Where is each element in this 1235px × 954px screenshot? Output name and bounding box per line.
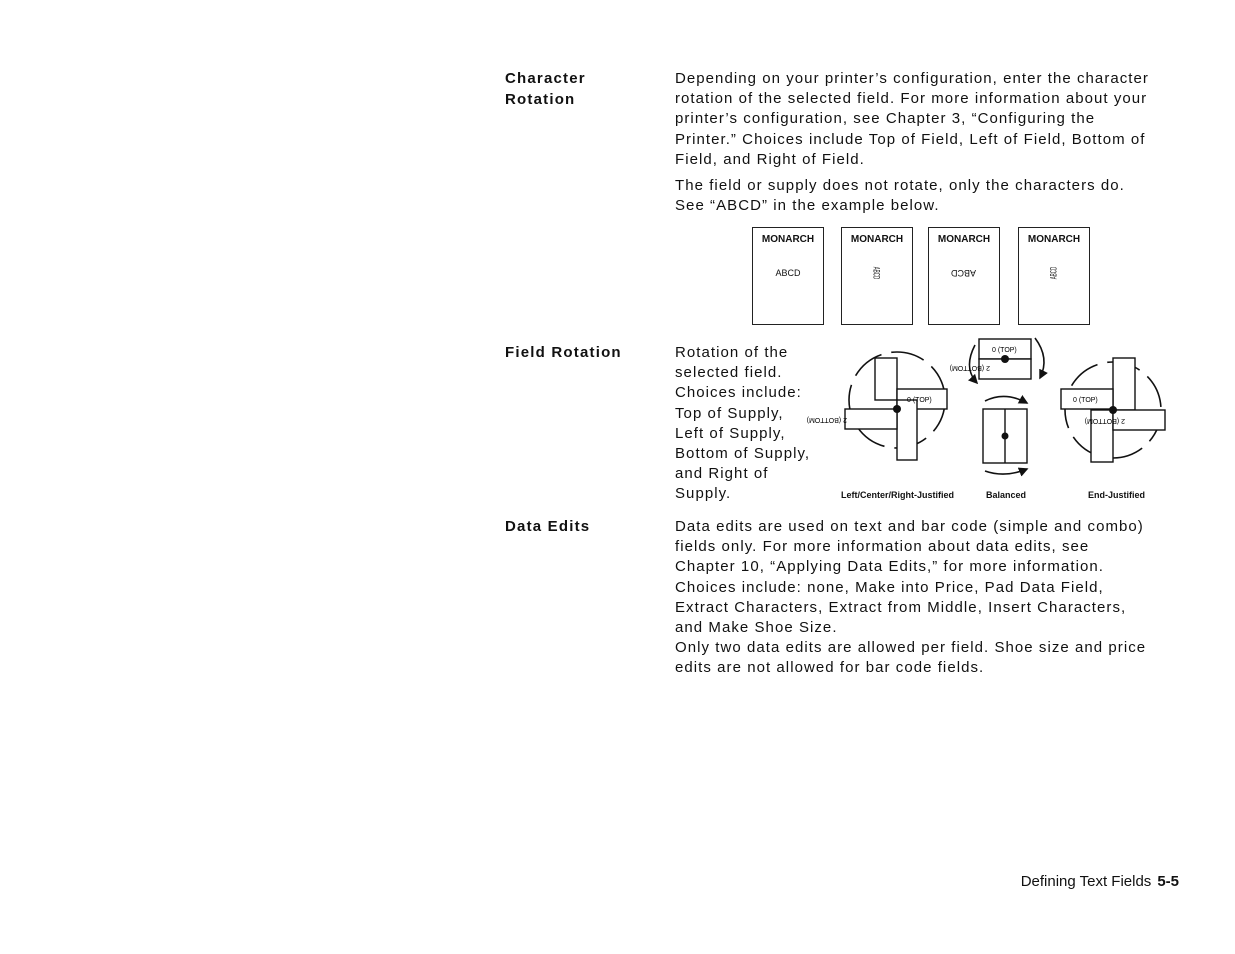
card-sample: ABCD: [1048, 266, 1059, 280]
desc-line: Top of Supply,: [675, 404, 784, 422]
rotation-card-left: [841, 227, 913, 325]
note-line: See “ABCD” in the example below.: [675, 197, 940, 215]
desc-line: printer’s configuration, see Chapter 3, “Configuring the: [675, 110, 1096, 128]
desc-character-rotation: [675, 69, 1185, 216]
desc-line: Printer.” Choices include Top of Field, Left of Field, Bottom of: [675, 130, 1146, 148]
desc-line: and Make Shoe Size.: [675, 619, 838, 637]
desc-line: Data edits are used on text and bar code (simple and combo): [675, 518, 1144, 535]
term-line: Rotation: [505, 90, 576, 108]
card-brand: MONARCH: [1027, 234, 1081, 245]
desc-line: selected field.: [675, 364, 783, 382]
desc-line: Left of Supply,: [675, 424, 786, 442]
desc-line: fields only. For more information about data edits, see: [675, 538, 1090, 556]
desc-line: Field, and Right of Field.: [675, 150, 865, 168]
svg-text:2 (BOTTOM): 2 (BOTTOM): [949, 364, 990, 371]
rotation-card-right: [1018, 227, 1090, 325]
diagram-end-justified: [1061, 358, 1165, 462]
desc-line: edits are not allowed for bar code fields.: [675, 659, 985, 677]
page-footer: [1021, 873, 1179, 890]
desc-line: Depending on your printer’s configuration, enter the character: [675, 70, 1149, 87]
desc-line: Bottom of Supply,: [675, 445, 811, 463]
box-top-label: 0 (TOP): [907, 397, 932, 404]
desc-line: Rotation of the: [675, 344, 789, 361]
desc-line: Only two data edits are allowed per field. Shoe size and price: [675, 639, 1147, 657]
rotation-card-bottom: [928, 227, 1000, 325]
rotation-card-top: [752, 227, 824, 325]
card-brand: MONARCH: [850, 234, 904, 245]
term-character-rotation: [505, 69, 586, 110]
page-number: 5-5: [1157, 873, 1179, 890]
card-brand: MONARCH: [937, 234, 991, 245]
svg-text:2 (BOTTOM): 2 (BOTTOM): [1084, 417, 1125, 424]
caption-balanced: Balanced: [986, 490, 1027, 500]
desc-line: rotation of the selected field. For more information about your: [675, 90, 1148, 108]
caption-left-center-right: Left/Center/Right-Justified: [841, 490, 955, 500]
note-line: The field or supply does not rotate, only the characters do.: [675, 177, 1125, 195]
diagram-balanced: [950, 338, 1044, 474]
desc-line: Chapter 10, “Applying Data Edits,” for more information.: [675, 558, 1104, 576]
desc-line: Choices include: none, Make into Price, Pad Data Field,: [675, 578, 1104, 596]
desc-line: Supply.: [675, 485, 732, 503]
term-field-rotation: Field Rotation: [505, 344, 622, 361]
footer-title: Defining Text Fields: [1020, 873, 1152, 890]
caption-end-justified: End-Justified: [1088, 490, 1146, 500]
card-brand: MONARCH: [761, 234, 815, 245]
desc-line: and Right of: [675, 465, 769, 483]
card-sample: ABCD: [775, 268, 801, 278]
desc-data-edits: [675, 517, 1185, 679]
desc-line: Choices include:: [675, 384, 802, 402]
term-line: Character: [505, 70, 586, 87]
card-sample: ABCD: [951, 268, 977, 278]
term-data-edits: Data Edits: [505, 518, 591, 535]
card-sample: ABCD: [871, 266, 882, 280]
desc-line: Extract Characters, Extract from Middle, Insert Characters,: [675, 598, 1127, 616]
svg-text:0 (TOP): 0 (TOP): [1073, 397, 1098, 404]
field-rotation-diagram: [806, 333, 1175, 483]
box-bottom-label: 2 (BOTTOM): [806, 416, 847, 423]
svg-text:0 (TOP): 0 (TOP): [992, 347, 1017, 354]
